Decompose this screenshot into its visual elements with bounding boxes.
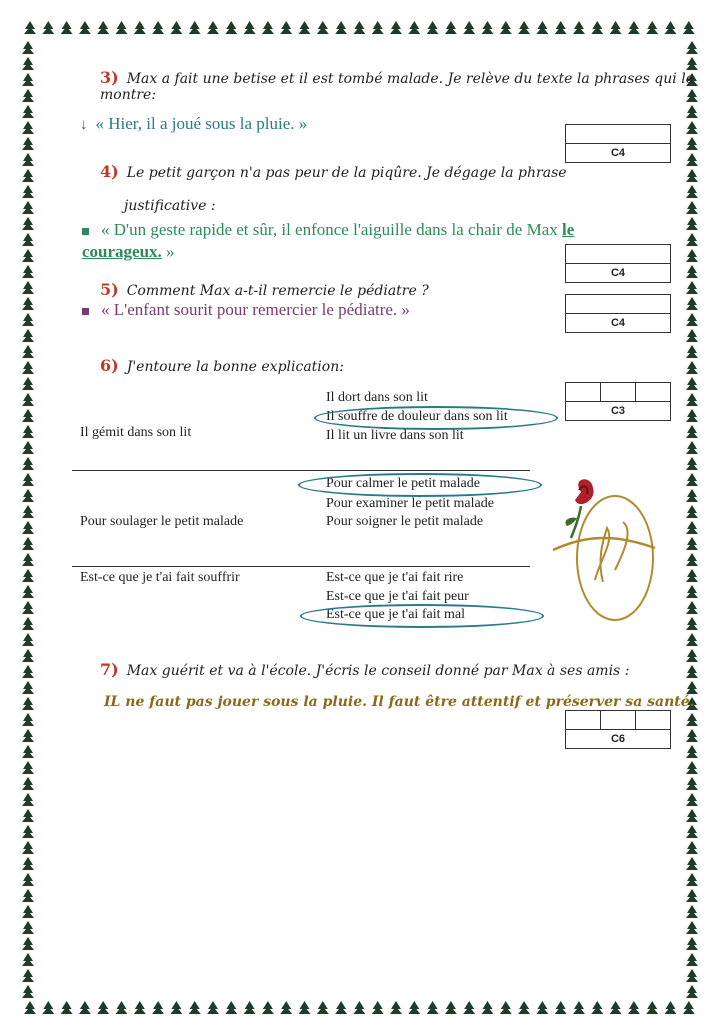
tree-ornament	[573, 21, 585, 34]
answer-end: »	[166, 242, 175, 261]
tree-ornament	[686, 569, 698, 582]
tree-ornament	[628, 21, 640, 34]
tree-ornament	[22, 489, 34, 502]
question-text: Max guérit et va à l'école. J'écris le conseil donné par Max à ses amis :	[126, 663, 630, 679]
tree-ornament	[22, 505, 34, 518]
tree-ornament	[22, 521, 34, 534]
tree-ornament	[686, 137, 698, 150]
tree-ornament	[22, 121, 34, 134]
tree-ornament	[686, 297, 698, 310]
question-5	[100, 280, 429, 299]
question-4	[100, 162, 567, 181]
tree-ornament	[189, 1001, 201, 1014]
match-left-2: Pour soulager le petit malade	[80, 514, 244, 529]
tree-ornament	[686, 729, 698, 742]
tree-ornament	[22, 953, 34, 966]
tree-ornament	[22, 345, 34, 358]
tree-ornament	[646, 1001, 658, 1014]
tree-ornament	[686, 761, 698, 774]
tree-ornament	[335, 1001, 347, 1014]
tree-ornament	[686, 265, 698, 278]
tree-ornament	[22, 57, 34, 70]
tree-ornament	[686, 713, 698, 726]
tree-ornament	[22, 825, 34, 838]
score-label: C3	[610, 405, 626, 417]
question-text: Max a fait une betise et il est tombé malade. Je relève du texte la phrases qui le montre:	[100, 71, 694, 103]
tree-ornament	[686, 505, 698, 518]
tree-ornament	[22, 441, 34, 454]
tree-ornament	[500, 21, 512, 34]
tree-ornament	[116, 1001, 128, 1014]
tree-ornament	[686, 937, 698, 950]
question-number: 7)	[100, 660, 119, 679]
tree-ornament	[518, 21, 530, 34]
tree-ornament	[686, 809, 698, 822]
tree-ornament	[22, 969, 34, 982]
score-label: C4	[610, 267, 626, 279]
tree-ornament	[22, 569, 34, 582]
tree-ornament	[42, 21, 54, 34]
tree-ornament	[22, 313, 34, 326]
tree-ornament	[628, 1001, 640, 1014]
tree-ornament	[555, 21, 567, 34]
bullet-icon	[82, 228, 89, 235]
tree-ornament	[591, 1001, 603, 1014]
tree-ornament	[22, 217, 34, 230]
tree-ornament	[280, 21, 292, 34]
tree-ornament	[61, 1001, 73, 1014]
tree-ornament	[244, 21, 256, 34]
tree-ornament	[686, 873, 698, 886]
tree-ornament	[686, 745, 698, 758]
question-3	[100, 68, 720, 103]
tree-ornament	[686, 665, 698, 678]
tree-ornament	[686, 425, 698, 438]
tree-ornament	[686, 409, 698, 422]
tree-ornament	[686, 185, 698, 198]
score-label: C6	[610, 733, 626, 745]
tree-ornament	[262, 1001, 274, 1014]
tree-ornament	[686, 585, 698, 598]
tree-ornament	[22, 185, 34, 198]
tree-ornament	[686, 633, 698, 646]
tree-ornament	[22, 681, 34, 694]
tree-ornament	[22, 921, 34, 934]
tree-ornament	[22, 201, 34, 214]
tree-ornament	[22, 585, 34, 598]
tree-ornament	[134, 1001, 146, 1014]
tree-ornament	[22, 649, 34, 662]
tree-ornament	[686, 169, 698, 182]
tree-ornament	[573, 1001, 585, 1014]
tree-ornament	[686, 153, 698, 166]
match-left-3: Est-ce que je t'ai fait souffrir	[80, 570, 240, 585]
tree-ornament	[353, 21, 365, 34]
tree-ornament	[686, 825, 698, 838]
tree-ornament	[686, 889, 698, 902]
question-6	[100, 356, 344, 375]
tree-ornament	[353, 1001, 365, 1014]
match-option[interactable]: Pour examiner le petit malade	[326, 496, 494, 511]
tree-ornament	[686, 217, 698, 230]
tree-ornament	[610, 21, 622, 34]
score-box-q5	[565, 294, 671, 333]
tree-ornament	[262, 21, 274, 34]
tree-ornament	[97, 1001, 109, 1014]
tree-ornament	[686, 793, 698, 806]
match-option-selected[interactable]: Est-ce que je t'ai fait mal	[326, 607, 465, 622]
match-option[interactable]: Pour soigner le petit malade	[326, 514, 484, 529]
tree-ornament	[22, 169, 34, 182]
answer-text: « Hier, il a joué sous la pluie. »	[95, 114, 308, 133]
tree-ornament	[22, 729, 34, 742]
tree-ornament	[686, 681, 698, 694]
tree-ornament	[22, 329, 34, 342]
tree-ornament	[372, 21, 384, 34]
tree-ornament	[686, 201, 698, 214]
rose-signature-logo	[545, 470, 665, 630]
tree-ornament	[79, 21, 91, 34]
tree-ornament	[463, 1001, 475, 1014]
tree-ornament	[22, 809, 34, 822]
score-box-q3	[565, 124, 671, 163]
tree-ornament	[61, 21, 73, 34]
tree-ornament	[22, 985, 34, 998]
tree-ornament	[686, 553, 698, 566]
tree-ornament	[482, 21, 494, 34]
score-box-q6	[565, 382, 671, 421]
divider	[72, 566, 530, 567]
tree-ornament	[686, 969, 698, 982]
tree-ornament	[116, 21, 128, 34]
tree-ornament	[22, 553, 34, 566]
tree-ornament	[536, 1001, 548, 1014]
tree-ornament	[686, 921, 698, 934]
tree-ornament	[22, 297, 34, 310]
tree-ornament	[22, 233, 34, 246]
tree-ornament	[445, 1001, 457, 1014]
selection-circle	[314, 406, 558, 430]
tree-ornament	[686, 41, 698, 54]
tree-ornament	[686, 649, 698, 662]
tree-ornament	[152, 1001, 164, 1014]
answer-5	[82, 300, 410, 320]
tree-ornament	[244, 1001, 256, 1014]
match-option-selected[interactable]: Il souffre de douleur dans son lit	[326, 409, 508, 424]
tree-ornament	[335, 21, 347, 34]
tree-ornament	[686, 537, 698, 550]
tree-ornament	[686, 777, 698, 790]
tree-ornament	[24, 1001, 36, 1014]
tree-ornament	[427, 1001, 439, 1014]
tree-ornament	[686, 233, 698, 246]
tree-ornament	[686, 857, 698, 870]
tree-ornament	[22, 697, 34, 710]
tree-ornament	[683, 1001, 695, 1014]
tree-ornament	[686, 905, 698, 918]
question-number: 6)	[100, 356, 119, 375]
tree-ornament	[22, 761, 34, 774]
tree-ornament	[686, 617, 698, 630]
tree-ornament	[189, 21, 201, 34]
tree-ornament	[686, 953, 698, 966]
tree-ornament	[686, 457, 698, 470]
selection-circle	[298, 473, 542, 497]
tree-ornament	[22, 601, 34, 614]
tree-ornament	[591, 21, 603, 34]
tree-ornament	[427, 21, 439, 34]
question-number: 3)	[100, 68, 119, 87]
arrow-icon: ↓	[80, 117, 88, 133]
tree-ornament	[22, 137, 34, 150]
tree-ornament	[22, 41, 34, 54]
tree-ornament	[170, 21, 182, 34]
score-box-q4	[565, 244, 671, 283]
question-number: 5)	[100, 280, 119, 299]
tree-ornament	[42, 1001, 54, 1014]
tree-ornament	[686, 601, 698, 614]
tree-ornament	[555, 1001, 567, 1014]
match-option-selected[interactable]: Pour calmer le petit malade	[326, 476, 480, 491]
tree-ornament	[686, 281, 698, 294]
tree-ornament	[22, 665, 34, 678]
match-option[interactable]: Est-ce que je t'ai fait rire	[326, 570, 464, 585]
tree-ornament	[686, 841, 698, 854]
tree-ornament	[24, 21, 36, 34]
tree-ornament	[686, 473, 698, 486]
tree-ornament	[22, 249, 34, 262]
score-label: C4	[610, 317, 626, 329]
match-option[interactable]: Il lit un livre dans son lit	[326, 428, 464, 443]
tree-ornament	[22, 473, 34, 486]
tree-ornament	[686, 985, 698, 998]
tree-ornament	[22, 73, 34, 86]
tree-ornament	[22, 889, 34, 902]
tree-ornament	[445, 21, 457, 34]
question-text: J'entoure la bonne explication:	[126, 359, 344, 375]
tree-ornament	[299, 1001, 311, 1014]
answer-4	[82, 219, 642, 263]
tree-ornament	[22, 841, 34, 854]
score-label: C4	[610, 147, 626, 159]
tree-ornament	[79, 1001, 91, 1014]
tree-ornament	[686, 521, 698, 534]
answer-7: IL ne faut pas jouer sous la pluie. Il faut être attentif et préserver sa santé.	[104, 694, 695, 710]
tree-ornament	[22, 457, 34, 470]
divider	[72, 470, 530, 471]
tree-ornament	[134, 21, 146, 34]
tree-ornament	[317, 1001, 329, 1014]
tree-ornament	[482, 1001, 494, 1014]
tree-ornament	[686, 377, 698, 390]
tree-ornament	[207, 21, 219, 34]
tree-ornament	[665, 1001, 677, 1014]
tree-ornament	[665, 21, 677, 34]
tree-ornament	[686, 249, 698, 262]
tree-ornament	[22, 105, 34, 118]
tree-ornament	[390, 21, 402, 34]
tree-ornament	[646, 21, 658, 34]
answer-text: « L'enfant sourit pour remercier le pédiatre. »	[101, 300, 410, 319]
tree-ornament	[610, 1001, 622, 1014]
tree-ornament	[686, 489, 698, 502]
tree-ornament	[299, 21, 311, 34]
question-4-line2	[124, 198, 216, 214]
tree-ornament	[317, 21, 329, 34]
tree-ornament	[390, 1001, 402, 1014]
tree-ornament	[500, 1001, 512, 1014]
tree-ornament	[683, 21, 695, 34]
tree-ornament	[686, 441, 698, 454]
tree-ornament	[686, 361, 698, 374]
tree-ornament	[22, 265, 34, 278]
tree-ornament	[22, 777, 34, 790]
bullet-icon	[82, 308, 89, 315]
tree-ornament	[225, 21, 237, 34]
tree-ornament	[22, 793, 34, 806]
tree-ornament	[408, 1001, 420, 1014]
tree-ornament	[22, 361, 34, 374]
question-text: Le petit garçon n'a pas peur de la piqûre. Je dégage la phrase	[126, 165, 567, 181]
tree-ornament	[22, 537, 34, 550]
tree-ornament	[518, 1001, 530, 1014]
tree-ornament	[152, 21, 164, 34]
tree-ornament	[22, 153, 34, 166]
tree-ornament	[686, 329, 698, 342]
selection-circle	[300, 604, 544, 628]
tree-ornament	[686, 345, 698, 358]
tree-ornament	[280, 1001, 292, 1014]
match-option[interactable]: Est-ce que je t'ai fait peur	[326, 589, 469, 604]
tree-ornament	[686, 393, 698, 406]
tree-ornament	[22, 873, 34, 886]
tree-ornament	[22, 633, 34, 646]
tree-ornament	[22, 713, 34, 726]
tree-ornament	[536, 21, 548, 34]
tree-ornament	[225, 1001, 237, 1014]
match-option[interactable]: Il dort dans son lit	[326, 390, 428, 405]
tree-ornament	[372, 1001, 384, 1014]
tree-ornament	[463, 21, 475, 34]
tree-ornament	[22, 905, 34, 918]
tree-ornament	[207, 1001, 219, 1014]
answer-underlined: courageux.	[82, 242, 162, 261]
tree-ornament	[22, 281, 34, 294]
question-7	[100, 660, 629, 679]
tree-ornament	[686, 121, 698, 134]
answer-underlined: le	[561, 220, 575, 239]
score-box-q7	[565, 710, 671, 749]
tree-ornament	[22, 937, 34, 950]
tree-ornament	[22, 377, 34, 390]
tree-ornament	[686, 313, 698, 326]
tree-ornament	[22, 857, 34, 870]
tree-ornament	[170, 1001, 182, 1014]
tree-ornament	[22, 745, 34, 758]
tree-ornament	[686, 105, 698, 118]
tree-ornament	[408, 21, 420, 34]
tree-ornament	[22, 393, 34, 406]
tree-ornament	[97, 21, 109, 34]
tree-ornament	[22, 409, 34, 422]
answer-3	[80, 114, 307, 134]
match-left-1: Il gémit dans son lit	[80, 425, 192, 440]
question-number: 4)	[100, 162, 119, 181]
answer-text: « D'un geste rapide et sûr, il enfonce l'aiguille dans la chair de Max	[101, 220, 558, 239]
tree-ornament	[22, 617, 34, 630]
tree-ornament	[22, 425, 34, 438]
tree-ornament	[22, 89, 34, 102]
question-text: Comment Max a-t-il remercie le pédiatre ?	[126, 283, 429, 299]
question-text: justificative :	[124, 198, 216, 214]
